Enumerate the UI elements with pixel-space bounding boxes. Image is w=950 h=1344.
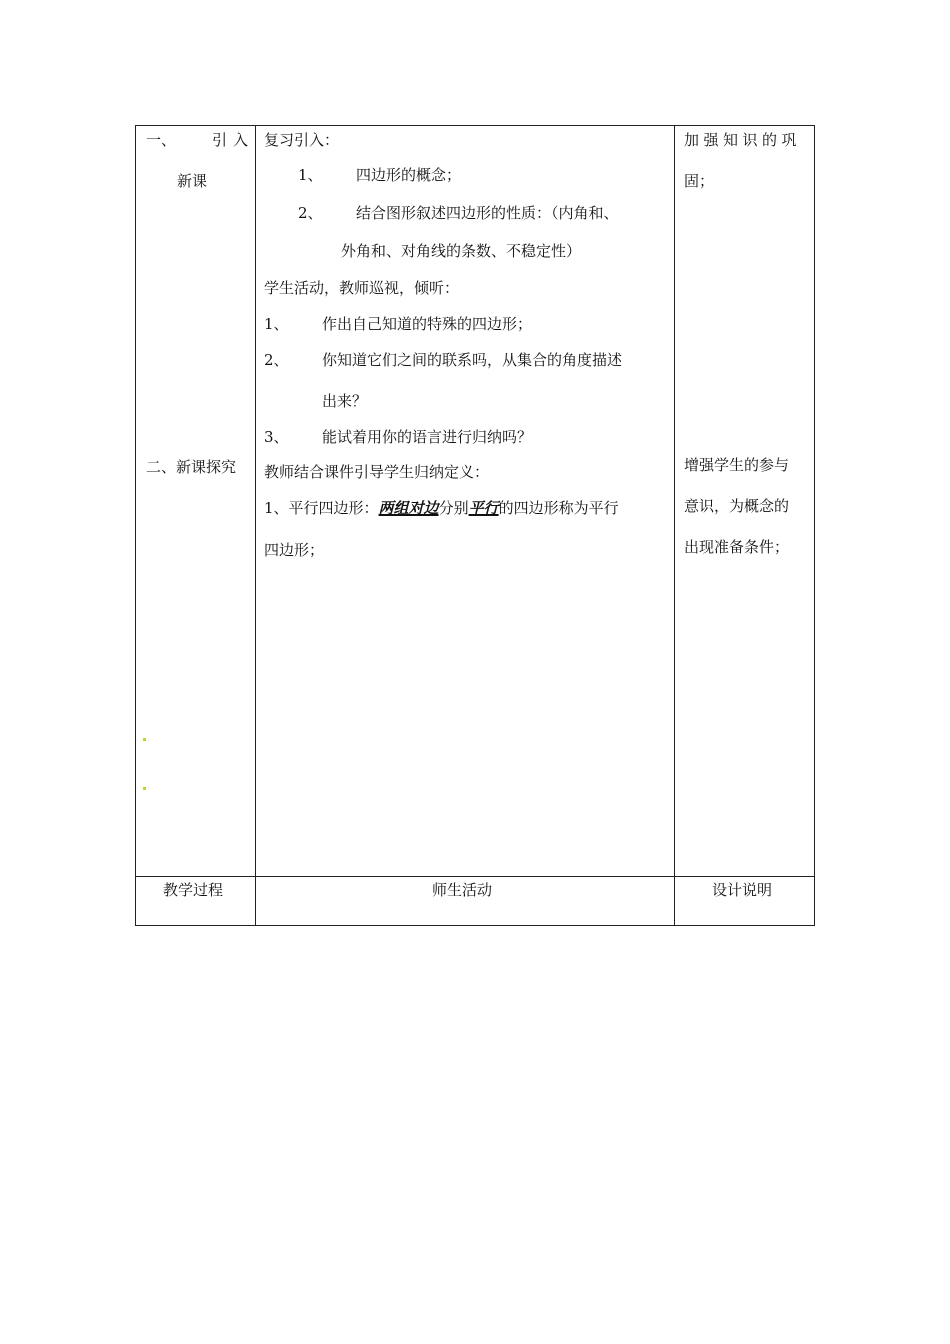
- definition-line: [264, 498, 619, 518]
- review-item-text: 四边形的概念；: [356, 166, 462, 184]
- review-heading: 复习引入：: [264, 131, 340, 149]
- review-item-number: 1、: [298, 166, 323, 184]
- activity-item-number: 3、: [264, 428, 289, 446]
- definition-suffix: 的四边形称为平行: [498, 499, 619, 517]
- activity-item-cont: 出来？: [322, 392, 368, 410]
- stage1-title-cont: 新课: [177, 172, 208, 190]
- definition-cont: 四边形；: [264, 541, 325, 559]
- definition-term-opposite-sides: 两组对边: [378, 499, 439, 517]
- activity-heading: 学生活动，教师巡视，倾听：: [264, 279, 460, 297]
- design-note-1-cont: 固；: [684, 172, 715, 190]
- row-divider: [136, 876, 814, 877]
- column-divider: [674, 126, 675, 925]
- activity-item-text: 你知道它们之间的联系吗，从集合的角度描述: [322, 351, 623, 369]
- define-heading: 教师结合课件引导学生归纳定义：: [264, 463, 490, 481]
- definition-term-parallel: 平行: [468, 499, 499, 517]
- stray-mark: [143, 738, 146, 741]
- stage1-title: 引入: [212, 131, 255, 149]
- review-item-text: 结合图形叙述四边形的性质：（内角和、: [356, 204, 619, 222]
- stage2-title: 二、新课探究: [146, 458, 237, 476]
- review-item-cont: 外角和、对角线的条数、不稳定性）: [341, 242, 582, 260]
- design-note-2-line: 增强学生的参与: [684, 456, 790, 474]
- footer-activities: 师生活动: [432, 881, 493, 899]
- stray-mark: [143, 787, 146, 790]
- stage1-number: 一、: [146, 131, 177, 149]
- review-item-number: 2、: [298, 204, 323, 222]
- design-note-2-line: 意识，为概念的: [684, 497, 790, 515]
- activity-item-text: 作出自己知道的特殊的四边形；: [322, 315, 533, 333]
- activity-item-number: 2、: [264, 351, 289, 369]
- activity-item-text: 能试着用你的语言进行归纳吗？: [322, 428, 533, 446]
- footer-design-notes: 设计说明: [712, 881, 773, 899]
- footer-teaching-process: 教学过程: [163, 881, 224, 899]
- definition-mid: 分别: [438, 499, 469, 517]
- design-note-1: 加强知识的巩: [684, 131, 802, 149]
- definition-prefix: 1、平行四边形：: [264, 499, 379, 517]
- design-note-2-line: 出现准备条件；: [684, 538, 790, 556]
- column-divider: [255, 126, 256, 925]
- activity-item-number: 1、: [264, 315, 289, 333]
